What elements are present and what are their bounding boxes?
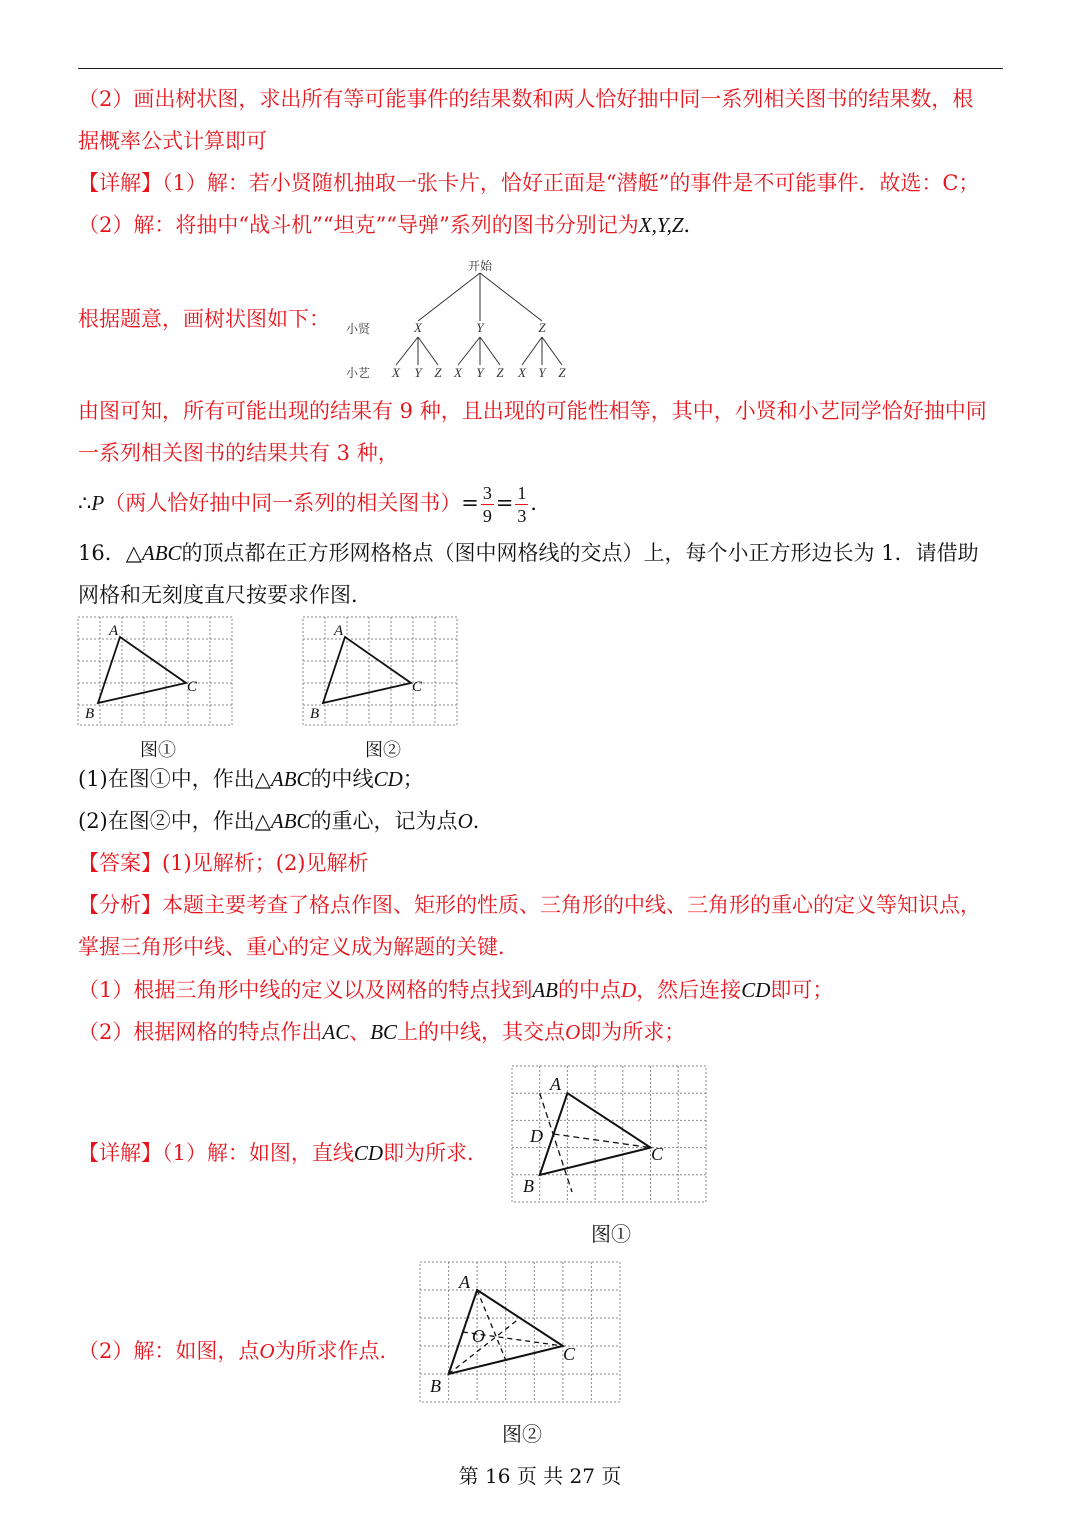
tree-root: 开始 xyxy=(467,259,493,273)
q16-figure-1 xyxy=(76,615,236,731)
solution-figure-1 xyxy=(510,1064,710,1206)
tree-leaf: Y xyxy=(476,365,484,380)
tree-intro: 根据题意，画树状图如下： xyxy=(78,307,330,331)
tree-level2-label: 小艺 xyxy=(346,366,371,380)
tree-node: Y xyxy=(476,320,484,335)
tree-leaf: X xyxy=(518,365,526,380)
detail1-line: 【详解】（1）解：若小贤随机抽取一张卡片，恰好正面是“潜艇”的事件是不可能事件．故选：C； xyxy=(78,171,980,195)
label-C: C xyxy=(651,1144,664,1164)
label-A: A xyxy=(334,623,344,639)
tree-diagram xyxy=(340,255,590,385)
result-line2: 一系列相关图书的结果共有 3 种， xyxy=(78,441,399,465)
result-line1: 由图可知，所有可能出现的结果有 9 种，且出现的可能性相等，其中，小贤和小艺同学恰好抽中同 xyxy=(78,399,987,423)
q16-line2: 网格和无刻度直尺按要求作图． xyxy=(78,583,372,607)
label-A: A xyxy=(550,1074,561,1094)
label-C: C xyxy=(563,1344,576,1364)
tree-leaf: Z xyxy=(496,365,504,380)
caption-solution-fig2: 图② xyxy=(502,1422,542,1446)
caption-solution-fig1: 图① xyxy=(591,1222,631,1246)
probability-line: ∴P（两人恰好抽中同一系列的相关图书）= $\frac{3}{9}$ = $\frac{1}{3}$ ． xyxy=(78,483,552,526)
tree-leaf: X xyxy=(392,365,400,380)
solution-figure-2 xyxy=(418,1260,624,1406)
solution2-line: （2）解：如图，点O为所求作点． xyxy=(78,1339,401,1363)
analysis-part1: （1）根据三角形中线的定义以及网格的特点找到AB的中点D，然后连接CD即可； xyxy=(78,978,834,1002)
tree-leaf: Z xyxy=(558,365,566,380)
label-B: B xyxy=(310,706,320,722)
caption-fig1-q: 图① xyxy=(140,740,176,761)
solution1-line: 【详解】（1）解：如图，直线CD即为所求． xyxy=(78,1141,489,1165)
label-D: D xyxy=(530,1126,543,1146)
tree-leaf: Z xyxy=(434,365,442,380)
fraction-3-9: $\frac{3}{9}$ xyxy=(482,483,492,526)
detail2-line: （2）解：将抽中“战斗机”“坦克”“导弹”系列的图书分别记为X,Y,Z． xyxy=(78,213,705,237)
page-footer: 第 16 页 共 27 页 xyxy=(458,1464,622,1488)
p2-line1: （2）画出树状图，求出所有等可能事件的结果数和两人恰好抽中同一系列相关图书的结果数，根 xyxy=(78,87,974,111)
label-O: O xyxy=(472,1326,485,1346)
tree-leaf: Y xyxy=(538,365,546,380)
header-rule xyxy=(78,68,1003,69)
q16-line1: 16．△ABC的顶点都在正方形网格格点（图中网格线的交点）上，每个小正方形边长为 1．请借助 xyxy=(78,541,979,565)
caption-fig2-q: 图② xyxy=(365,740,401,761)
tree-leaf: Y xyxy=(414,365,422,380)
analysis-line2: 掌握三角形中线、重心的定义成为解题的关键． xyxy=(78,935,519,959)
label-C: C xyxy=(187,679,198,695)
analysis-line1: 【分析】本题主要考查了格点作图、矩形的性质、三角形的中线、三角形的重心的定义等知识点， xyxy=(78,893,981,917)
q16-figure-2 xyxy=(301,615,461,731)
tree-leaf: X xyxy=(454,365,462,380)
q16-sub1: (1)在图①中，作出△ABC的中线CD； xyxy=(78,767,424,791)
answer-line: 【答案】(1)见解析；(2)见解析 xyxy=(78,851,369,875)
label-B: B xyxy=(85,706,95,722)
p2-line2: 据概率公式计算即可 xyxy=(78,129,267,153)
tree-node: X xyxy=(414,320,422,335)
analysis-part2: （2）根据网格的特点作出AC、BC上的中线，其交点O即为所求； xyxy=(78,1020,686,1044)
fraction-1-3: $\frac{1}{3}$ xyxy=(517,483,527,526)
label-C: C xyxy=(412,679,423,695)
tree-level1-label: 小贤 xyxy=(346,322,371,336)
tree-node: Z xyxy=(538,320,546,335)
label-A: A xyxy=(109,623,119,639)
label-B: B xyxy=(523,1176,534,1196)
detail-tag: 【详解】 xyxy=(78,171,162,195)
q16-sub2: (2)在图②中，作出△ABC的重心，记为点O． xyxy=(78,809,494,833)
label-B: B xyxy=(430,1376,441,1396)
label-A: A xyxy=(459,1272,470,1292)
